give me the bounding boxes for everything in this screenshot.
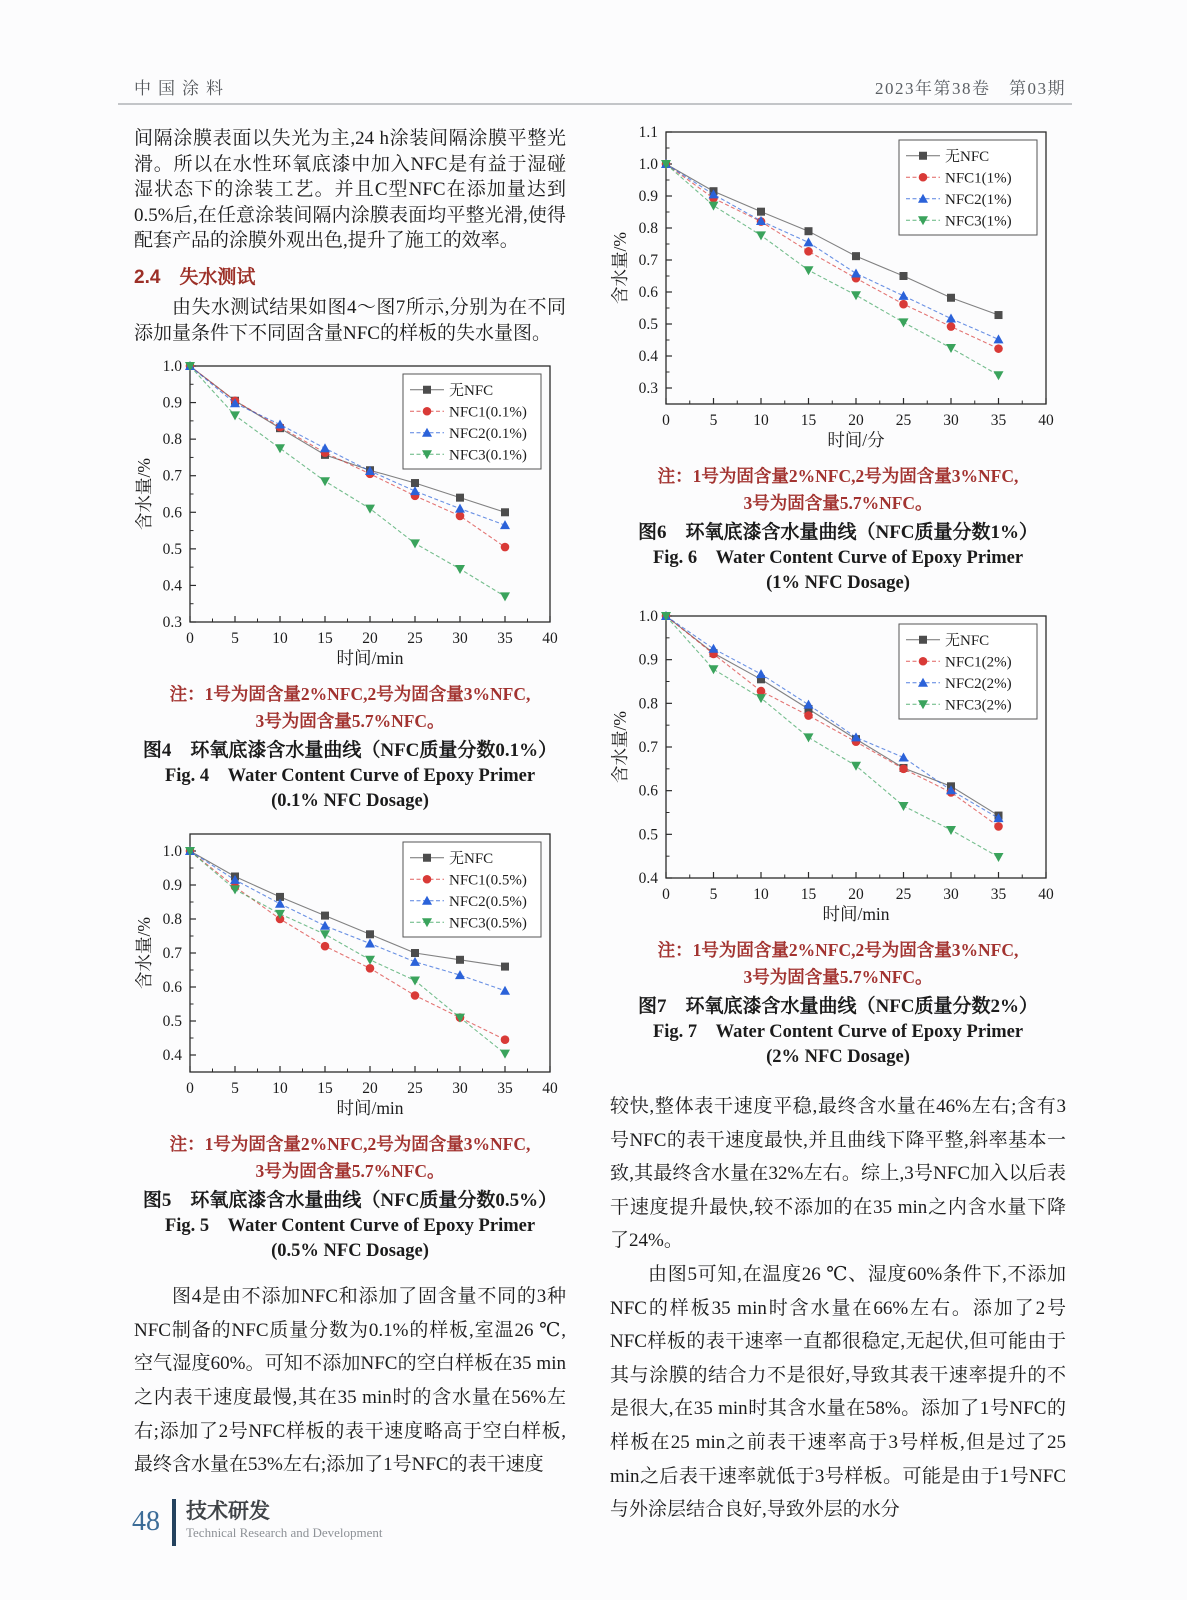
svg-text:0.9: 0.9: [638, 651, 658, 669]
svg-text:0.4: 0.4: [638, 348, 658, 365]
svg-text:0.5: 0.5: [638, 826, 658, 844]
svg-text:0.6: 0.6: [162, 979, 182, 997]
svg-text:NFC2(0.1%): NFC2(0.1%): [449, 425, 527, 442]
figure7-caption-en: [610, 1020, 1066, 1070]
svg-text:NFC3(2%): NFC3(2%): [945, 697, 1012, 714]
figure6-chart: [610, 122, 1066, 459]
svg-text:35: 35: [497, 1080, 513, 1098]
caption-line: Fig. 4 Water Content Curve of Epoxy Primer: [164, 766, 536, 787]
body-paragraph: 图4是由不添加NFC和添加了固含量不同的3种NFC制备的NFC质量分数为0.1%的样板,室温26 ℃,空气湿度60%。可知不添加NFC的空白样板在35 min之内表干速度最慢,其在35 min时的含水量在56%左右;添加了2号NFC样板的表干速度略高于空白样板,最终含水量在53%左右;添加了1号NFC的表干速度: [134, 1286, 566, 1476]
svg-text:0.7: 0.7: [162, 945, 182, 963]
figure4-caption-en: [134, 764, 566, 814]
body-paragraph: 较快,整体表干速度平稳,最终含水量在46%左右;含有3号NFC的表干速度最快,并且曲线下降平整,斜率基本一致,其最终含水量在32%左右。综上,3号NFC加入以后表干速度提升最快,较不添加的在35 min之内含水量下降了24%。: [610, 1096, 1066, 1252]
svg-text:0.7: 0.7: [638, 739, 658, 756]
caption-line: (0.1% NFC Dosage): [271, 791, 429, 812]
svg-text:1.0: 1.0: [162, 843, 182, 861]
svg-text:15: 15: [317, 1080, 333, 1098]
footer-section-zh: 技术研发: [186, 1500, 270, 1523]
note-line: 注：1号为固含量2%NFC,2号为固含量3%NFC,: [169, 684, 531, 705]
note-line: 3号为固含量5.7%NFC。: [743, 967, 933, 987]
figure7-chart-svg: [610, 606, 1062, 928]
figure7-note: [610, 937, 1066, 991]
svg-text:30: 30: [943, 412, 959, 429]
caption-line: (2% NFC Dosage): [766, 1047, 910, 1067]
svg-text:无NFC: 无NFC: [945, 148, 990, 165]
page-footer: [132, 1497, 383, 1546]
svg-text:20: 20: [848, 412, 864, 429]
figure5-caption-zh: 图5 环氧底漆含水量曲线（NFC质量分数0.5%）: [142, 1190, 558, 1212]
footer-section-en: Technical Research and Development: [186, 1525, 383, 1540]
svg-text:含水量/%: 含水量/%: [134, 917, 154, 990]
svg-text:15: 15: [317, 630, 333, 648]
figure4-note: [134, 681, 566, 735]
page-header: [134, 74, 1066, 99]
svg-text:1.0: 1.0: [162, 358, 182, 376]
figure5-chart-svg: [134, 824, 566, 1122]
svg-text:0.4: 0.4: [162, 577, 182, 595]
svg-text:30: 30: [943, 886, 959, 903]
section-heading: 2.4 失水测试: [134, 266, 256, 288]
svg-text:25: 25: [895, 886, 912, 903]
svg-text:NFC3(0.1%): NFC3(0.1%): [449, 447, 527, 464]
svg-text:0: 0: [662, 886, 670, 903]
figure5-caption-en: [134, 1214, 566, 1264]
body-paragraph: 间隔涂膜表面以失光为主,24 h涂装间隔涂膜平整光滑。所以在水性环氧底漆中加入NFC是有益于湿碰湿状态下的涂装工艺。并且C型NFC在添加量达到0.5%后,在任意涂装间隔内涂膜表面均平整光滑,使得配套产品的涂膜外观出色,提升了施工的效率。: [134, 128, 566, 252]
svg-text:0.5: 0.5: [638, 316, 658, 333]
svg-text:0.9: 0.9: [162, 394, 182, 412]
svg-text:0.5: 0.5: [162, 1013, 182, 1031]
svg-text:5: 5: [709, 412, 718, 429]
body-paragraph: 由失水测试结果如图4～图7所示,分别为在不同添加量条件下不同固含量NFC的样板的失水量图。: [134, 296, 566, 344]
svg-text:0.8: 0.8: [638, 220, 658, 237]
figure6-note: [610, 463, 1066, 517]
svg-text:NFC1(0.5%): NFC1(0.5%): [449, 872, 527, 889]
svg-text:0.8: 0.8: [162, 911, 182, 929]
svg-text:40: 40: [1038, 886, 1054, 903]
svg-text:0.3: 0.3: [638, 380, 658, 397]
svg-text:0.9: 0.9: [638, 188, 658, 205]
svg-text:NFC1(0.1%): NFC1(0.1%): [449, 404, 527, 421]
left-column: [134, 126, 566, 1482]
svg-text:40: 40: [542, 630, 558, 648]
svg-text:30: 30: [452, 1080, 468, 1098]
svg-text:20: 20: [362, 630, 378, 648]
svg-text:0.7: 0.7: [638, 252, 658, 269]
svg-text:0.7: 0.7: [162, 467, 182, 485]
svg-text:10: 10: [753, 886, 769, 903]
footer-section: [186, 1497, 383, 1541]
svg-text:5: 5: [231, 1080, 239, 1098]
caption-line: (0.5% NFC Dosage): [271, 1241, 429, 1262]
svg-text:含水量/%: 含水量/%: [610, 711, 630, 783]
svg-text:0: 0: [662, 412, 670, 429]
figure4-chart: [134, 356, 566, 677]
svg-text:0.5: 0.5: [162, 541, 182, 559]
svg-text:0.4: 0.4: [162, 1047, 182, 1065]
svg-text:0.6: 0.6: [638, 284, 658, 301]
svg-text:无NFC: 无NFC: [449, 382, 494, 399]
svg-text:35: 35: [990, 412, 1007, 429]
svg-text:0.6: 0.6: [162, 504, 182, 522]
note-line: 注：1号为固含量2%NFC,2号为固含量3%NFC,: [657, 466, 1019, 486]
svg-text:1.0: 1.0: [638, 608, 658, 625]
svg-text:35: 35: [497, 630, 513, 648]
svg-text:5: 5: [709, 886, 718, 903]
figure6-caption-zh: 图6 环氧底漆含水量曲线（NFC质量分数1%）: [637, 522, 1039, 543]
svg-text:0.4: 0.4: [638, 870, 658, 887]
svg-text:无NFC: 无NFC: [945, 632, 990, 649]
svg-text:NFC3(1%): NFC3(1%): [945, 213, 1012, 230]
svg-text:0.9: 0.9: [162, 877, 182, 895]
issue-info: 2023年第38卷 第03期: [875, 79, 1066, 98]
footer-divider-bar: [172, 1499, 176, 1546]
svg-text:25: 25: [407, 630, 423, 648]
svg-text:NFC2(1%): NFC2(1%): [945, 191, 1012, 208]
svg-text:40: 40: [1038, 412, 1054, 429]
svg-text:0: 0: [186, 1080, 194, 1098]
svg-text:NFC2(0.5%): NFC2(0.5%): [449, 893, 527, 910]
note-line: 注：1号为固含量2%NFC,2号为固含量3%NFC,: [169, 1134, 531, 1155]
right-column: [610, 122, 1066, 1527]
svg-text:25: 25: [407, 1080, 423, 1098]
svg-text:含水量/%: 含水量/%: [610, 232, 630, 304]
svg-text:无NFC: 无NFC: [449, 850, 494, 867]
svg-text:1.1: 1.1: [638, 124, 658, 141]
figure5-chart: [134, 824, 566, 1127]
svg-text:0.8: 0.8: [162, 431, 182, 449]
svg-text:35: 35: [990, 886, 1007, 903]
svg-text:含水量/%: 含水量/%: [134, 458, 154, 531]
svg-text:1.0: 1.0: [638, 156, 658, 173]
note-line: 3号为固含量5.7%NFC。: [255, 711, 445, 732]
figure7-caption-zh: 图7 环氧底漆含水量曲线（NFC质量分数2%）: [637, 996, 1039, 1017]
svg-text:10: 10: [753, 412, 769, 429]
svg-text:时间/min: 时间/min: [822, 904, 890, 924]
svg-text:5: 5: [231, 630, 239, 648]
journal-name: 中国涂料: [134, 79, 230, 98]
figure5-note: [134, 1131, 566, 1185]
caption-line: (1% NFC Dosage): [766, 573, 910, 593]
svg-text:NFC3(0.5%): NFC3(0.5%): [449, 915, 527, 932]
svg-text:时间/min: 时间/min: [336, 1098, 404, 1119]
caption-line: Fig. 6 Water Content Curve of Epoxy Primer: [652, 548, 1024, 568]
svg-text:时间/min: 时间/min: [336, 648, 404, 669]
svg-text:时间/分: 时间/分: [827, 430, 885, 450]
svg-text:25: 25: [895, 412, 912, 429]
page-number: 48: [132, 1506, 160, 1537]
svg-text:0.8: 0.8: [638, 695, 658, 713]
caption-line: Fig. 7 Water Content Curve of Epoxy Primer: [652, 1022, 1024, 1042]
figure4-caption-zh: 图4 环氧底漆含水量曲线（NFC质量分数0.1%）: [142, 740, 558, 762]
svg-text:0.3: 0.3: [162, 614, 182, 632]
note-line: 注：1号为固含量2%NFC,2号为固含量3%NFC,: [657, 940, 1019, 960]
figure6-caption-en: [610, 546, 1066, 596]
svg-text:30: 30: [452, 630, 468, 648]
svg-text:NFC1(1%): NFC1(1%): [945, 170, 1012, 187]
svg-text:NFC1(2%): NFC1(2%): [945, 654, 1012, 671]
svg-text:15: 15: [800, 412, 817, 429]
svg-text:15: 15: [800, 886, 817, 903]
figure6-chart-svg: [610, 122, 1062, 454]
svg-text:0.6: 0.6: [638, 782, 658, 800]
svg-text:NFC2(2%): NFC2(2%): [945, 675, 1012, 692]
svg-text:40: 40: [542, 1080, 558, 1098]
svg-text:10: 10: [272, 1080, 288, 1098]
figure7-chart: [610, 606, 1066, 933]
body-paragraph: 由图5可知,在温度26 ℃、湿度60%条件下,不添加NFC的样板35 min时含水量在66%左右。添加了2号NFC样板的表干速率一直都很稳定,无起伏,但可能由于其与涂膜的结合力不是很好,导致其表干速率提升的不是很大,在35 min时其含水量在58%。添加了1号NFC的样板在25 min之前表干速率高于3号样板,但是过了25 min之后表干速率就低于3号样板。可能是由于1号NFC与外涂层结合良好,导致外层的水分: [610, 1263, 1066, 1521]
note-line: 3号为固含量5.7%NFC。: [743, 493, 933, 513]
note-line: 3号为固含量5.7%NFC。: [255, 1161, 445, 1182]
svg-text:20: 20: [848, 886, 864, 903]
header-divider: [118, 103, 1072, 105]
svg-text:20: 20: [362, 1080, 378, 1098]
figure4-chart-svg: [134, 356, 566, 672]
svg-text:10: 10: [272, 630, 288, 648]
caption-line: Fig. 5 Water Content Curve of Epoxy Primer: [164, 1216, 536, 1237]
svg-text:0: 0: [186, 630, 194, 648]
